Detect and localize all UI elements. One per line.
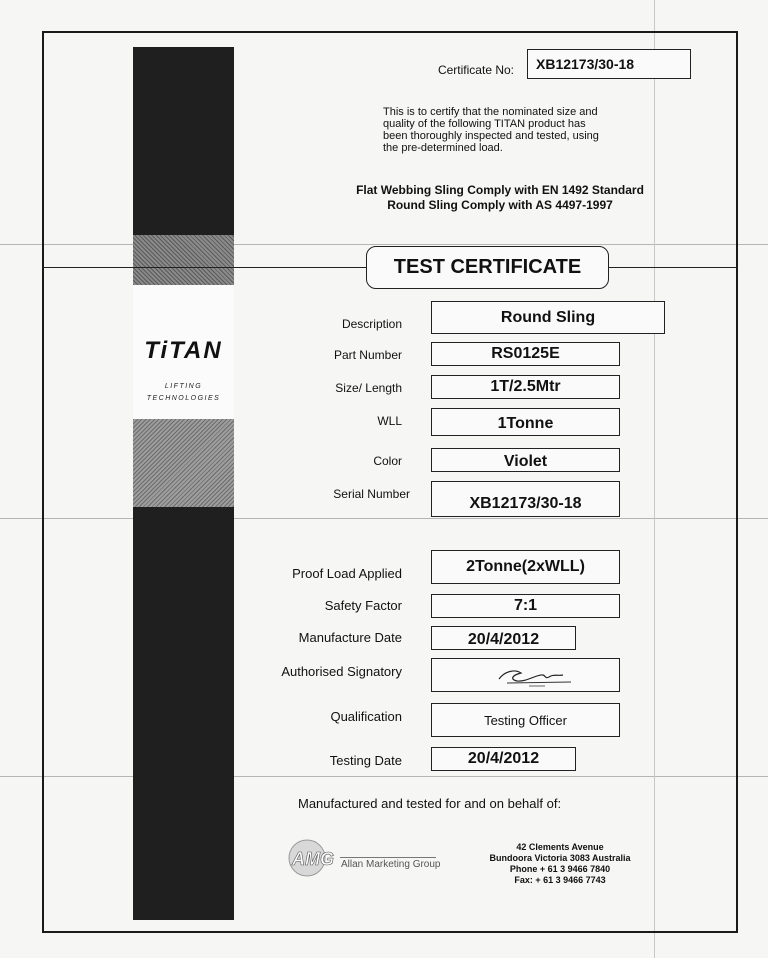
behalf-statement: Manufactured and tested for and on behalf of:: [298, 796, 562, 811]
phone-number: Phone + 61 3 9466 7840: [509, 864, 611, 874]
compliance-line-1: Flat Webbing Sling Comply with EN 1492 Standard: [356, 183, 644, 197]
company-address: [470, 842, 650, 886]
band-pattern-bottom: [133, 419, 234, 507]
statement-line-1: This is to certify that the nominated size and: [383, 106, 598, 118]
wll-value: 1Tonne: [431, 408, 620, 436]
authorised-signatory-box: [431, 658, 620, 692]
title-rule-left: [42, 267, 366, 268]
company-name: Allan Marketing Group: [341, 859, 441, 870]
proof-load-value: 2Tonne(2xWLL): [431, 550, 620, 584]
testing-date-label: Testing Date: [329, 753, 402, 768]
statement-line-4: the pre-determined load.: [383, 142, 503, 154]
safety-factor-label: Safety Factor: [324, 598, 402, 613]
amg-logo-text: AMG: [292, 849, 334, 869]
statement-line-3: been thoroughly inspected and tested, using: [383, 130, 599, 142]
band-pattern-top: [133, 235, 234, 285]
address-line-2: Bundoora Victoria 3083 Australia: [489, 853, 631, 863]
qualification-value: Testing Officer: [431, 703, 620, 737]
part-number-label: Part Number: [333, 348, 402, 362]
proof-load-label: Proof Load Applied: [292, 566, 402, 581]
testing-date-value: 20/4/2012: [431, 747, 576, 771]
color-value: Violet: [431, 448, 620, 472]
description-label: Description: [341, 317, 402, 331]
description-value: Round Sling: [431, 301, 665, 334]
amg-underline: [340, 857, 436, 858]
title-rule-right: [609, 267, 738, 268]
compliance-line-2: Round Sling Comply with AS 4497-1997: [387, 198, 613, 212]
size-length-value: 1T/2.5Mtr: [431, 375, 620, 399]
brand-band: [133, 47, 234, 920]
brand-tagline-1: LIFTING: [164, 383, 203, 390]
certification-statement: [383, 106, 643, 154]
fax-number: Fax: + 61 3 9466 7743: [514, 875, 606, 885]
certificate-title: TEST CERTIFICATE: [366, 246, 609, 289]
serial-number-value: XB12173/30-18: [431, 481, 620, 517]
certificate-number-label: Certificate No:: [437, 63, 514, 77]
part-number-value: RS0125E: [431, 342, 620, 366]
wll-label: WLL: [377, 414, 402, 428]
serial-number-label: Serial Number: [333, 487, 410, 501]
statement-line-2: quality of the following TITAN product has: [383, 118, 586, 130]
size-length-label: Size/ Length: [335, 381, 402, 395]
authorised-signatory-label: Authorised Signatory: [281, 664, 402, 679]
signature: [471, 661, 581, 689]
color-label: Color: [373, 454, 402, 468]
qualification-label: Qualification: [330, 709, 402, 724]
safety-factor-value: 7:1: [431, 594, 620, 618]
address-line-1: 42 Clements Avenue: [516, 842, 604, 852]
manufacture-date-label: Manufacture Date: [298, 630, 402, 645]
brand-logo: TiTAN: [144, 337, 223, 364]
certificate-number: XB12173/30-18: [527, 49, 691, 79]
brand-tagline-2: TECHNOLOGIES: [146, 395, 221, 402]
manufacture-date-value: 20/4/2012: [431, 626, 576, 650]
amg-logo: [287, 838, 339, 878]
